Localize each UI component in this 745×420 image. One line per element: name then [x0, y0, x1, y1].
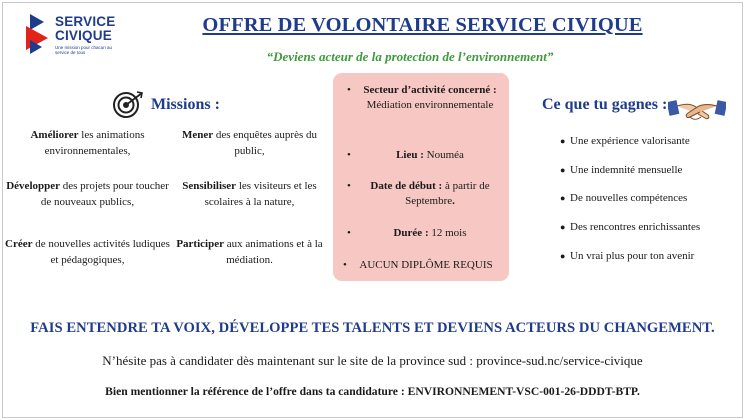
missions-heading: Missions :	[151, 96, 220, 113]
mission-item	[167, 236, 332, 268]
logo-tagline: Une mission pour chacun au service de tous	[55, 45, 113, 55]
mission-item	[5, 178, 170, 210]
bullet: •	[347, 180, 351, 192]
detail-value: Médiation environnementale	[366, 99, 494, 111]
page-subtitle: “Deviens acteur de la protection de l’environnement”	[266, 49, 554, 64]
bullet: •	[347, 149, 351, 161]
mission-item	[5, 127, 170, 159]
mission-text: des enquêtes auprès du public,	[213, 129, 317, 157]
bullet: •	[347, 84, 351, 96]
detail-location	[333, 148, 509, 163]
mission-verb: Améliorer	[30, 129, 79, 141]
bullet: ●	[560, 222, 566, 232]
mission-text: les visiteurs et les scolaires à la nature,	[204, 180, 317, 208]
logo-text-line2: CIVIQUE	[55, 28, 112, 43]
detail-start-date	[333, 179, 509, 209]
gain-text: Une expérience valorisante	[570, 135, 690, 147]
detail-diploma-text: AUCUN DIPLÔME REQUIS	[359, 259, 493, 271]
offer-details-box	[333, 73, 509, 281]
mission-verb: Développer	[6, 180, 60, 192]
mission-text: les animations environnementales,	[44, 129, 145, 157]
bullet: ●	[560, 165, 566, 175]
gain-text: De nouvelles compétences	[570, 192, 688, 204]
slogan: FAIS ENTENDRE TA VOIX, DÉVELOPPE TES TALENTS ET DEVIENS ACTEURS DU CHANGEMENT.	[30, 320, 715, 336]
detail-duration	[333, 226, 509, 241]
mission-verb: Mener	[181, 129, 214, 141]
target-icon	[108, 90, 146, 120]
mission-item	[167, 127, 332, 159]
page-title: OFFRE DE VOLONTAIRE SERVICE CIVIQUE	[202, 14, 643, 36]
gain-text: Un vrai plus pour ton avenir	[570, 250, 695, 262]
mission-text: aux animations et à la médiation.	[223, 238, 323, 266]
apply-instructions: N’hésite pas à candidater dès maintenant sur le site de la province sud : province-sud.nc/service-civique	[102, 353, 643, 368]
detail-label: Date de début :	[370, 180, 443, 192]
bullet: ●	[560, 251, 566, 261]
mission-item	[167, 178, 332, 210]
mission-item	[5, 236, 170, 268]
detail-value: Nouméa	[423, 149, 464, 161]
handshake-icon	[668, 95, 726, 127]
detail-value: à partir de Septembre	[405, 180, 490, 207]
detail-sector	[333, 83, 509, 113]
detail-label: Secteur d’activité concerné :	[363, 84, 497, 96]
mission-verb: Participer	[176, 238, 224, 250]
gain-text: Une indemnité mensuelle	[570, 164, 683, 176]
gains-heading: Ce que tu gagnes :	[542, 96, 668, 113]
gain-text: Des rencontres enrichissantes	[570, 221, 701, 233]
detail-period: .	[452, 195, 455, 207]
logo-text-line1: SERVICE	[55, 14, 116, 29]
detail-label: Lieu :	[396, 149, 424, 161]
bullet: ●	[560, 193, 566, 203]
detail-value: 12 mois	[428, 227, 467, 239]
detail-diploma	[333, 258, 509, 273]
bullet: •	[347, 227, 351, 239]
bullet: ●	[560, 136, 566, 146]
detail-label: Durée :	[393, 227, 429, 239]
offer-reference: Bien mentionner la référence de l’offre dans ta candidature : ENVIRONNEMENT-VSC-001-26-DDDT-BTP.	[105, 385, 640, 398]
mission-verb: Sensibiliser	[182, 180, 237, 192]
mission-text: de nouvelles activités ludiques et pédagogiques,	[32, 238, 170, 266]
bullet: •	[343, 259, 347, 271]
mission-verb: Créer	[5, 238, 33, 250]
mission-text: des projets pour toucher de nouveaux publics,	[40, 180, 169, 208]
